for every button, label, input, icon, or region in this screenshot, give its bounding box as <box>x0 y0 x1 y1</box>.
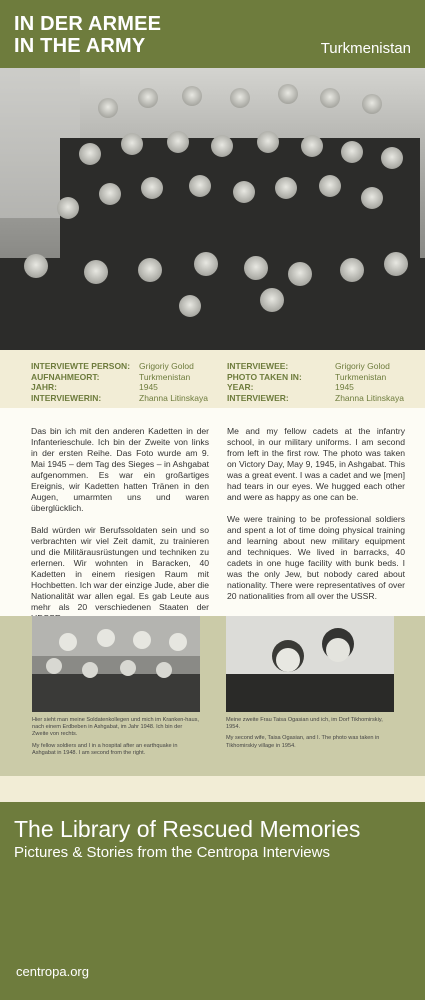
info-row <box>31 382 208 393</box>
info-value: Zhanna Litinskaya <box>139 392 208 403</box>
paragraph: Me and my fellow cadets at the infantry school, in our military uniforms. I am second from left in the first row. The photo was taken on Victory Day, May 9, 1945, in Ashgabat. This was a great event. I was a cadet and we [men] had tears in our eyes. We hugged each other and were as happy as one can be. <box>227 426 405 502</box>
info-label: PHOTO TAKEN IN: <box>227 371 302 382</box>
caption-german: Meine zweite Frau Taisa Ogasian und ich, im Dorf Tikhomirskiy, 1954. <box>226 717 383 731</box>
paragraph: Bald würden wir Berufssoldaten sein und so verbrachten wir viel Zeit damit, zu trainieren und die Militärausrüstungen und techniken zu erlernen. Wir wohnten in Baracken, 40 Kadetten in einem riesigen Raum mit Hochbetten. Ich war der einzige Jude, aber die Nationalität war allen egal. Es gab Leute aus mehr als 20 verschiedenen Staaten der <box>31 525 209 612</box>
footer-subtitle: Pictures & Stories from the Centropa Interviews <box>14 844 330 861</box>
paragraph: We were training to be professional soldiers and spent a lot of time doing physical training and learning about new military equipment and techniques. We lived in barracks, 40 cadets in one huge facility with bunk beds. I was the only Jew, but nobody cared about nationality. There were representatives of over 20 nationalities from all over the USSR. <box>227 514 405 601</box>
info-value: Zhanna Litinskaya <box>335 392 404 403</box>
title-english: IN THE ARMY <box>14 35 146 57</box>
info-value: 1945 <box>139 382 158 392</box>
info-row <box>31 393 208 404</box>
info-row <box>227 393 404 404</box>
caption-left <box>32 717 200 761</box>
info-row <box>227 372 404 383</box>
info-label: YEAR: <box>227 382 254 392</box>
hospital-photo <box>32 616 200 712</box>
info-row <box>31 372 208 383</box>
title-german: IN DER ARMEE <box>14 13 162 35</box>
story-english <box>227 426 405 613</box>
caption-german: Hier sieht man meine Soldatenkollegen und mich im Kranken-haus, nach einem Erdbeben in Ashgabat, im Jahr 1948. Ich bin der Zweite von rechts. <box>32 717 199 738</box>
info-label: INTERVIEWER: <box>227 392 289 403</box>
info-label: AUFNAHMEORT: <box>31 371 100 382</box>
country-label: Turkmenistan <box>320 40 411 57</box>
footer-title: The Library of Rescued Memories <box>14 816 361 842</box>
website-link[interactable]: centropa.org <box>16 964 89 979</box>
interview-info <box>0 350 425 408</box>
info-value: Turkmenistan <box>139 371 191 382</box>
info-label: INTERVIEWEE: <box>227 361 289 371</box>
paragraph: Das bin ich mit den anderen Kadetten in der Infanterieschule. Ich bin der Zweite von links in der ersten Reihe. Das Foto wurde am 9. Mai 1945 – dem Tag des Sieges – in Ashgabat aufgenommen. Es war ein großartiges Ereignis, wir Kadetten hatten Tränen in den Augen, umarmten uns und waren überglücklich. <box>31 426 209 513</box>
page-title <box>14 13 161 57</box>
caption-right <box>226 717 394 754</box>
info-label: JAHR: <box>31 382 57 392</box>
divider-band <box>0 776 425 802</box>
info-value: Grigoriy Golod <box>335 361 390 371</box>
header-bar <box>0 0 425 68</box>
info-row <box>227 361 404 372</box>
info-label: INTERVIEWERIN: <box>31 392 102 403</box>
caption-english: My second wife, Taisa Ogasian, and I. The photo was taken in Tikhomirskiy village in 1954. <box>226 735 380 749</box>
info-row <box>31 361 208 372</box>
info-label: INTERVIEWTE PERSON: <box>31 361 131 371</box>
info-german <box>31 361 208 403</box>
info-row <box>227 382 404 393</box>
couple-photo <box>226 616 394 712</box>
info-value: 1945 <box>335 382 354 392</box>
story-german <box>31 426 209 635</box>
footer-bar <box>0 802 425 1000</box>
caption-english: My fellow soldiers and I in a hospital after an earthquake in Ashgabat in 1948. I am second from the right. <box>32 742 178 756</box>
info-value: Turkmenistan <box>335 371 387 382</box>
info-english <box>227 361 404 403</box>
story-text <box>0 408 425 616</box>
main-group-photo <box>0 68 425 350</box>
photo-strip <box>0 616 425 776</box>
info-value: Grigoriy Golod <box>139 361 194 371</box>
